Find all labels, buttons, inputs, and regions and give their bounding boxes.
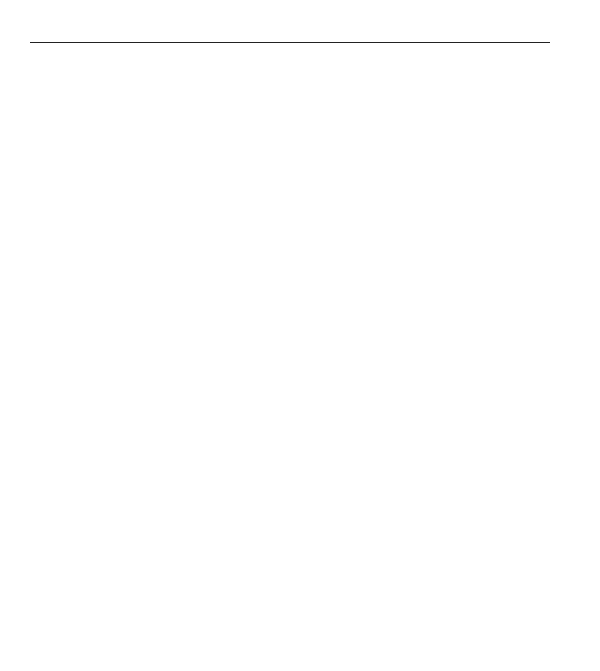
top-rule [30, 42, 550, 43]
table-header [30, 462, 570, 500]
results-table-bottom [30, 462, 570, 500]
